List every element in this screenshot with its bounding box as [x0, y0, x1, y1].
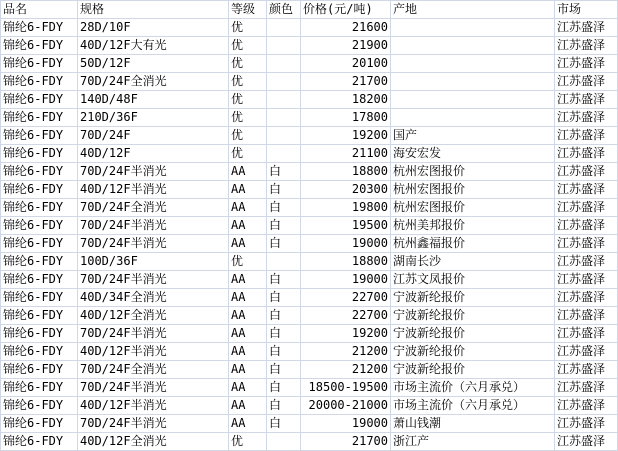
cell-price[interactable]: 19200: [301, 325, 391, 343]
cell-price[interactable]: 21700: [301, 433, 391, 451]
cell-price[interactable]: 21200: [301, 343, 391, 361]
cell-origin[interactable]: 海安宏发: [391, 145, 555, 163]
table-row: [1, 199, 618, 217]
cell-market[interactable]: 江苏盛泽: [555, 235, 618, 253]
cell-price[interactable]: 20000-21000: [301, 397, 391, 415]
cell-name[interactable]: 锦纶6-FDY: [1, 91, 78, 109]
cell-spec[interactable]: 70D/24F: [78, 127, 229, 145]
table-row: [1, 379, 618, 397]
cell-price[interactable]: 22700: [301, 307, 391, 325]
cell-grade[interactable]: 优: [229, 73, 267, 91]
header-cell-price[interactable]: 价格(元/吨): [301, 1, 391, 19]
cell-origin[interactable]: 杭州宏图报价: [391, 181, 555, 199]
cell-color[interactable]: 白: [267, 397, 301, 415]
cell-market[interactable]: 江苏盛泽: [555, 73, 618, 91]
table-row: [1, 235, 618, 253]
cell-color[interactable]: [267, 109, 301, 127]
cell-origin[interactable]: 萧山钱潮: [391, 415, 555, 433]
header-cell-market[interactable]: 市场: [555, 1, 618, 19]
table-row: [1, 127, 618, 145]
cell-spec[interactable]: 70D/24F半消光: [78, 325, 229, 343]
table-row: [1, 415, 618, 433]
cell-name[interactable]: 锦纶6-FDY: [1, 37, 78, 55]
cell-price[interactable]: 19000: [301, 271, 391, 289]
cell-market[interactable]: 江苏盛泽: [555, 415, 618, 433]
cell-origin[interactable]: 湖南长沙: [391, 253, 555, 271]
cell-origin[interactable]: 宁波新纶报价: [391, 289, 555, 307]
cell-grade[interactable]: AA: [229, 379, 267, 397]
cell-grade[interactable]: 优: [229, 127, 267, 145]
cell-price[interactable]: 20100: [301, 55, 391, 73]
cell-origin[interactable]: [391, 73, 555, 91]
cell-price[interactable]: 17800: [301, 109, 391, 127]
cell-price[interactable]: 18800: [301, 253, 391, 271]
cell-origin[interactable]: 杭州鑫福报价: [391, 235, 555, 253]
cell-color[interactable]: 白: [267, 307, 301, 325]
header-cell-grade[interactable]: 等级: [229, 1, 267, 19]
cell-grade[interactable]: 优: [229, 109, 267, 127]
table-row: [1, 289, 618, 307]
cell-origin[interactable]: [391, 37, 555, 55]
cell-grade[interactable]: AA: [229, 271, 267, 289]
cell-color[interactable]: [267, 145, 301, 163]
cell-color[interactable]: 白: [267, 163, 301, 181]
cell-name[interactable]: 锦纶6-FDY: [1, 271, 78, 289]
cell-grade[interactable]: 优: [229, 145, 267, 163]
table-row: [1, 181, 618, 199]
cell-spec[interactable]: 70D/24F全消光: [78, 73, 229, 91]
cell-market[interactable]: 江苏盛泽: [555, 127, 618, 145]
table-row: [1, 109, 618, 127]
table-row: [1, 73, 618, 91]
cell-spec[interactable]: 28D/10F: [78, 19, 229, 37]
cell-market[interactable]: 江苏盛泽: [555, 253, 618, 271]
cell-spec[interactable]: 40D/12F半消光: [78, 343, 229, 361]
cell-color[interactable]: [267, 127, 301, 145]
cell-origin[interactable]: 杭州美邦报价: [391, 217, 555, 235]
cell-spec[interactable]: 140D/48F: [78, 91, 229, 109]
cell-market[interactable]: 江苏盛泽: [555, 19, 618, 37]
cell-color[interactable]: [267, 55, 301, 73]
cell-spec[interactable]: 40D/12F半消光: [78, 397, 229, 415]
table-row: [1, 217, 618, 235]
cell-spec[interactable]: 40D/12F大有光: [78, 37, 229, 55]
cell-name[interactable]: 锦纶6-FDY: [1, 127, 78, 145]
cell-market[interactable]: 江苏盛泽: [555, 379, 618, 397]
header-cell-origin[interactable]: 产地: [391, 1, 555, 19]
cell-grade[interactable]: 优: [229, 55, 267, 73]
cell-price[interactable]: 21700: [301, 73, 391, 91]
cell-spec[interactable]: 50D/12F: [78, 55, 229, 73]
cell-grade[interactable]: 优: [229, 19, 267, 37]
cell-price[interactable]: 19800: [301, 199, 391, 217]
cell-grade[interactable]: AA: [229, 397, 267, 415]
cell-origin[interactable]: 杭州宏图报价: [391, 199, 555, 217]
cell-color[interactable]: [267, 19, 301, 37]
cell-price[interactable]: 19000: [301, 415, 391, 433]
header-row: [1, 1, 618, 19]
cell-color[interactable]: 白: [267, 271, 301, 289]
cell-spec[interactable]: 40D/12F: [78, 145, 229, 163]
cell-origin[interactable]: [391, 19, 555, 37]
cell-color[interactable]: 白: [267, 199, 301, 217]
cell-color[interactable]: 白: [267, 379, 301, 397]
cell-spec[interactable]: 100D/36F: [78, 253, 229, 271]
cell-origin[interactable]: 宁波新纶报价: [391, 325, 555, 343]
table-row: [1, 253, 618, 271]
cell-price[interactable]: 20300: [301, 181, 391, 199]
cell-color[interactable]: 白: [267, 415, 301, 433]
cell-origin[interactable]: 宁波新纶报价: [391, 343, 555, 361]
table-row: [1, 19, 618, 37]
cell-spec[interactable]: 40D/34F全消光: [78, 289, 229, 307]
table-row: [1, 145, 618, 163]
cell-market[interactable]: 江苏盛泽: [555, 397, 618, 415]
cell-origin[interactable]: 宁波新纶报价: [391, 307, 555, 325]
cell-grade[interactable]: AA: [229, 235, 267, 253]
header-cell-name[interactable]: 品名: [1, 1, 78, 19]
cell-name[interactable]: 锦纶6-FDY: [1, 379, 78, 397]
cell-color[interactable]: 白: [267, 217, 301, 235]
cell-market[interactable]: 江苏盛泽: [555, 145, 618, 163]
cell-name[interactable]: 锦纶6-FDY: [1, 397, 78, 415]
cell-market[interactable]: 江苏盛泽: [555, 271, 618, 289]
cell-origin[interactable]: 国产: [391, 127, 555, 145]
cell-origin[interactable]: 宁波新纶报价: [391, 361, 555, 379]
table-row: [1, 91, 618, 109]
cell-spec[interactable]: 210D/36F: [78, 109, 229, 127]
cell-name[interactable]: 锦纶6-FDY: [1, 307, 78, 325]
cell-name[interactable]: 锦纶6-FDY: [1, 217, 78, 235]
cell-color[interactable]: 白: [267, 289, 301, 307]
cell-market[interactable]: 江苏盛泽: [555, 109, 618, 127]
cell-spec[interactable]: 70D/24F全消光: [78, 361, 229, 379]
cell-grade[interactable]: 优: [229, 433, 267, 451]
cell-market[interactable]: 江苏盛泽: [555, 217, 618, 235]
cell-name[interactable]: 锦纶6-FDY: [1, 289, 78, 307]
cell-grade[interactable]: 优: [229, 91, 267, 109]
cell-market[interactable]: 江苏盛泽: [555, 361, 618, 379]
cell-grade[interactable]: 优: [229, 37, 267, 55]
cell-spec[interactable]: 70D/24F半消光: [78, 415, 229, 433]
cell-price[interactable]: 19500: [301, 217, 391, 235]
cell-grade[interactable]: AA: [229, 361, 267, 379]
cell-name[interactable]: 锦纶6-FDY: [1, 181, 78, 199]
cell-color[interactable]: 白: [267, 181, 301, 199]
cell-price[interactable]: 21600: [301, 19, 391, 37]
table-row: [1, 343, 618, 361]
cell-market[interactable]: 江苏盛泽: [555, 289, 618, 307]
cell-color[interactable]: 白: [267, 361, 301, 379]
cell-grade[interactable]: AA: [229, 343, 267, 361]
cell-market[interactable]: 江苏盛泽: [555, 163, 618, 181]
cell-color[interactable]: [267, 91, 301, 109]
cell-price[interactable]: 21200: [301, 361, 391, 379]
cell-origin[interactable]: 市场主流价（六月承兑）: [391, 397, 555, 415]
cell-spec[interactable]: 70D/24F半消光: [78, 163, 229, 181]
cell-name[interactable]: 锦纶6-FDY: [1, 55, 78, 73]
cell-market[interactable]: 江苏盛泽: [555, 91, 618, 109]
cell-price[interactable]: 19000: [301, 235, 391, 253]
cell-market[interactable]: 江苏盛泽: [555, 343, 618, 361]
cell-color[interactable]: [267, 433, 301, 451]
cell-spec[interactable]: 40D/12F全消光: [78, 433, 229, 451]
cell-price[interactable]: 22700: [301, 289, 391, 307]
cell-color[interactable]: [267, 73, 301, 91]
cell-market[interactable]: 江苏盛泽: [555, 55, 618, 73]
cell-name[interactable]: 锦纶6-FDY: [1, 73, 78, 91]
header-cell-color[interactable]: 颜色: [267, 1, 301, 19]
cell-origin[interactable]: 市场主流价（六月承兑）: [391, 379, 555, 397]
cell-name[interactable]: 锦纶6-FDY: [1, 343, 78, 361]
cell-origin[interactable]: [391, 55, 555, 73]
cell-grade[interactable]: AA: [229, 163, 267, 181]
cell-name[interactable]: 锦纶6-FDY: [1, 19, 78, 37]
cell-name[interactable]: 锦纶6-FDY: [1, 199, 78, 217]
cell-name[interactable]: 锦纶6-FDY: [1, 163, 78, 181]
table-row: [1, 397, 618, 415]
cell-origin[interactable]: [391, 91, 555, 109]
cell-name[interactable]: 锦纶6-FDY: [1, 361, 78, 379]
cell-market[interactable]: 江苏盛泽: [555, 181, 618, 199]
cell-name[interactable]: 锦纶6-FDY: [1, 433, 78, 451]
cell-market[interactable]: 江苏盛泽: [555, 307, 618, 325]
cell-market[interactable]: 江苏盛泽: [555, 199, 618, 217]
cell-price[interactable]: 19200: [301, 127, 391, 145]
cell-origin[interactable]: 江苏文凤报价: [391, 271, 555, 289]
table-row: [1, 55, 618, 73]
cell-market[interactable]: 江苏盛泽: [555, 37, 618, 55]
cell-spec[interactable]: 70D/24F全消光: [78, 199, 229, 217]
table-row: [1, 163, 618, 181]
table-row: [1, 433, 618, 451]
cell-color[interactable]: [267, 37, 301, 55]
cell-grade[interactable]: AA: [229, 307, 267, 325]
cell-name[interactable]: 锦纶6-FDY: [1, 415, 78, 433]
table-row: [1, 307, 618, 325]
cell-grade[interactable]: AA: [229, 325, 267, 343]
cell-spec[interactable]: 70D/24F半消光: [78, 271, 229, 289]
cell-spec[interactable]: 70D/24F半消光: [78, 217, 229, 235]
cell-grade[interactable]: AA: [229, 199, 267, 217]
cell-grade[interactable]: 优: [229, 253, 267, 271]
cell-grade[interactable]: AA: [229, 289, 267, 307]
cell-price[interactable]: 21900: [301, 37, 391, 55]
table-row: [1, 37, 618, 55]
cell-price[interactable]: 18800: [301, 163, 391, 181]
table-row: [1, 361, 618, 379]
cell-origin[interactable]: 杭州宏图报价: [391, 163, 555, 181]
cell-grade[interactable]: AA: [229, 217, 267, 235]
cell-origin[interactable]: 浙江产: [391, 433, 555, 451]
cell-market[interactable]: 江苏盛泽: [555, 325, 618, 343]
cell-grade[interactable]: AA: [229, 181, 267, 199]
cell-name[interactable]: 锦纶6-FDY: [1, 145, 78, 163]
cell-origin[interactable]: [391, 109, 555, 127]
cell-name[interactable]: 锦纶6-FDY: [1, 325, 78, 343]
cell-price[interactable]: 21100: [301, 145, 391, 163]
table-row: [1, 325, 618, 343]
header-cell-spec[interactable]: 规格: [78, 1, 229, 19]
cell-color[interactable]: 白: [267, 235, 301, 253]
cell-name[interactable]: 锦纶6-FDY: [1, 253, 78, 271]
cell-price[interactable]: 18200: [301, 91, 391, 109]
cell-spec[interactable]: 70D/24F半消光: [78, 379, 229, 397]
cell-market[interactable]: 江苏盛泽: [555, 433, 618, 451]
cell-spec[interactable]: 70D/24F半消光: [78, 235, 229, 253]
cell-name[interactable]: 锦纶6-FDY: [1, 235, 78, 253]
table-row: [1, 271, 618, 289]
cell-color[interactable]: [267, 253, 301, 271]
cell-price[interactable]: 18500-19500: [301, 379, 391, 397]
cell-color[interactable]: 白: [267, 325, 301, 343]
cell-grade[interactable]: AA: [229, 415, 267, 433]
cell-spec[interactable]: 40D/12F全消光: [78, 307, 229, 325]
cell-color[interactable]: 白: [267, 343, 301, 361]
cell-spec[interactable]: 40D/12F半消光: [78, 181, 229, 199]
cell-name[interactable]: 锦纶6-FDY: [1, 109, 78, 127]
